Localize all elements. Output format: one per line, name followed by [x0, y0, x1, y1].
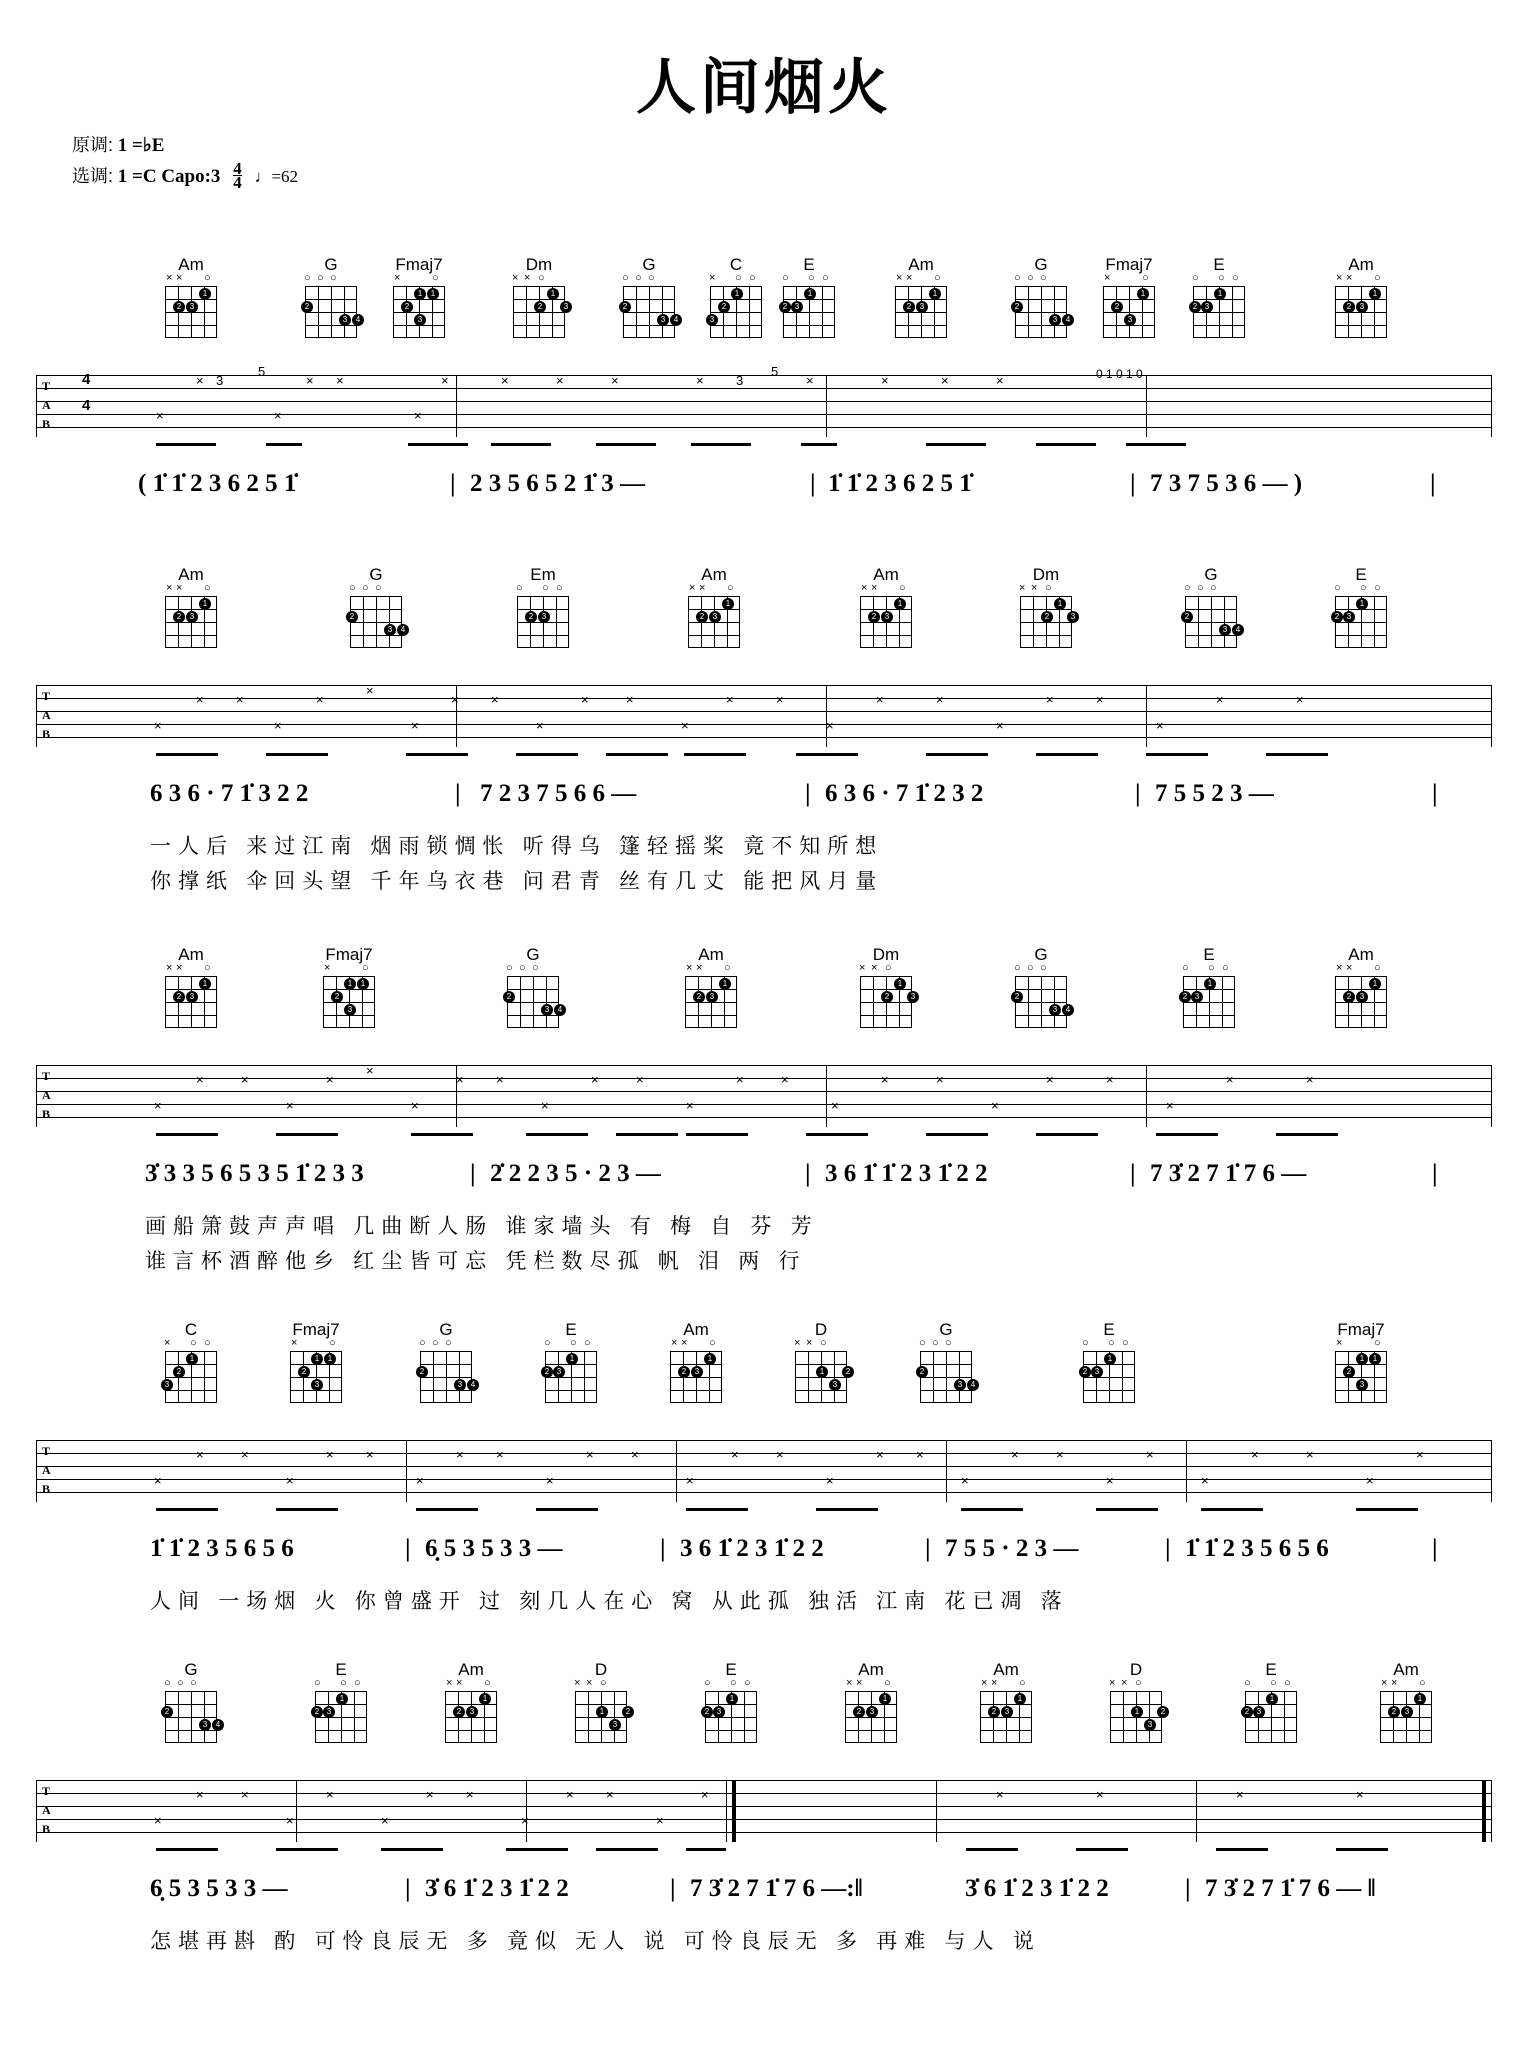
chord-name: G [642, 255, 656, 274]
chord-name: G [1034, 255, 1048, 274]
chord-diagram: Dm × × ○ 1 2 3 [508, 255, 570, 338]
chord-row-5 [0, 1660, 1528, 1752]
play-key-value: 1 =C Capo:3 [117, 166, 221, 187]
chord-diagram: Am × × ○ 2 3 1 [160, 945, 222, 1028]
chord-diagram: Am × × ○ 2 3 1 [890, 255, 952, 338]
chord-name: D [814, 1320, 828, 1339]
chord-diagram: C × ○ ○ 1 2 3 [705, 255, 767, 338]
chord-name: Fmaj7 [325, 945, 373, 964]
chord-name: E [1265, 1660, 1277, 1679]
original-key-value: 1 =♭E [117, 135, 165, 156]
notation-measure: 6 3 6 · 7 1̇ 3 2 2 [150, 780, 309, 807]
chord-name: G [439, 1320, 453, 1339]
tab-clef: T A B [42, 379, 51, 431]
notation-measure: 6 3 6 · 7 1̇ 2 3 2 [825, 780, 984, 807]
chord-name: Fmaj7 [292, 1320, 340, 1339]
tab-staff: T A B × × × × × × × × × × × × × × × × × × × × × × × × × × × × [36, 1440, 1492, 1502]
chord-diagram: Dm × × ○ 1 2 3 [855, 945, 917, 1028]
chord-diagram: Am × × ○ 2 3 1 [855, 565, 917, 648]
notation-measure: 7 2 3 7 5 6 6 — [480, 780, 637, 807]
chord-diagram: Am × × ○ 2 3 1 [683, 565, 745, 648]
chord-name: Am [858, 1660, 884, 1679]
chord-name: G [184, 1660, 198, 1679]
chord-diagram: E ○ ○ ○ 1 2 3 [700, 1660, 762, 1743]
chord-name: Am [178, 255, 204, 274]
tab-clef: T A B [42, 1444, 51, 1496]
notation-measure: 3 6 1̇ 2 3 1̇ 2 2 [680, 1535, 824, 1562]
chord-name: Am [1348, 255, 1374, 274]
chord-diagram: G ○ ○ ○ 2 3 4 [618, 255, 680, 338]
chord-diagram: Am × × ○ 2 3 1 [840, 1660, 902, 1743]
chord-diagram: E ○ ○ ○ 1 2 3 [1240, 1660, 1302, 1743]
chord-diagram: Am × × ○ 2 3 1 [440, 1660, 502, 1743]
time-signature [233, 159, 242, 192]
chord-diagram: D × × ○ 1 2 3 [570, 1660, 632, 1743]
chord-diagram: E ○ ○ ○ 1 2 3 [1078, 1320, 1140, 1403]
lyric-line: 一人后 来过江南 烟雨锁惆怅 听得乌 篷轻摇桨 竟不知所想 [150, 834, 884, 858]
play-key-label: 选调: [72, 166, 114, 186]
chord-diagram: Fmaj7 × ○ 1 1 2 3 [318, 945, 380, 1028]
chord-name: Am [908, 255, 934, 274]
chord-diagram: Fmaj7 × ○ 1 1 2 3 [285, 1320, 347, 1403]
key-info [72, 130, 298, 192]
chord-name: E [1355, 565, 1367, 584]
lyric-line: 画船箫鼓声声唱 几曲断人肠 谁家墙头 有 梅 自 芬 芳 [145, 1214, 819, 1238]
chord-name: G [1034, 945, 1048, 964]
chord-row-2 [0, 565, 1528, 657]
notation-measure: 7 3̇ 2 7 1̇ 7 6 —:‖ [690, 1875, 863, 1902]
notation-measure: 2 3 5 6 5 2 1̇ 3 — [470, 470, 645, 497]
chord-name: E [803, 255, 815, 274]
chord-name: E [335, 1660, 347, 1679]
chord-name: Dm [1032, 565, 1060, 584]
chord-diagram: G ○ ○ ○ 2 3 4 [502, 945, 564, 1028]
tempo-marking: ♩=62 [254, 167, 299, 186]
chord-name: D [1129, 1660, 1143, 1679]
chord-name: Em [530, 565, 556, 584]
chord-diagram: Am × × ○ 2 3 1 [975, 1660, 1037, 1743]
chord-name: Am [873, 565, 899, 584]
chord-name: E [1203, 945, 1215, 964]
notation-measure: 1̇ 1̇ 2 3 6 2 5 1̇ [828, 470, 972, 497]
chord-name: C [729, 255, 743, 274]
chord-diagram: Dm × × ○ 1 2 3 [1015, 565, 1077, 648]
chord-name: Am [698, 945, 724, 964]
notation-measure: 3 6 1̇ 1̇ 2 3 1̇ 2 2 [825, 1160, 988, 1187]
chord-name: G [369, 565, 383, 584]
chord-name: Dm [525, 255, 553, 274]
chord-name: C [184, 1320, 198, 1339]
tab-staff: T A B 4 4 × × 3 5 × × × × × × × × × 3 5 × × × × 0 1 0 1 0 [36, 375, 1492, 437]
chord-name: E [725, 1660, 737, 1679]
notation-measure: 7 5 5 2 3 — [1155, 780, 1274, 807]
notation-measure: 3̇ 3 3 5 6 5 3 5 1̇ 2 3 3 [145, 1160, 364, 1187]
lyric-line: 人间 一场烟 火 你曾盛开 过 刻几人在心 窝 从此孤 独活 江南 花已凋 落 [150, 1589, 1069, 1613]
chord-name: E [565, 1320, 577, 1339]
chord-name: Am [178, 565, 204, 584]
chord-row-4 [0, 1320, 1528, 1412]
chord-diagram: Fmaj7 × ○ 1 1 2 3 [1330, 1320, 1392, 1403]
chord-diagram: G ○ ○ ○ 2 3 4 [1010, 255, 1072, 338]
notation-measure: 2̇ 2 2 3 5 · 2 3 — [490, 1160, 661, 1187]
chord-diagram: Am × × ○ 2 3 1 [680, 945, 742, 1028]
time-signature-bottom: 4 [233, 173, 242, 192]
chord-name: G [1204, 565, 1218, 584]
chord-name: G [526, 945, 540, 964]
chord-diagram: E ○ ○ ○ 1 2 3 [1188, 255, 1250, 338]
notation-measure: 7 3 7 5 3 6 — ) [1150, 470, 1303, 497]
sheet-music-page: 人间烟火 原调: 1 =♭E 选调: 1 =C Capo:3 $\frac{4}{4}$ ♩=62 Am × × ○ 2 3 1 G ○ ○ ○ 2 3 4 Fmaj7 × ○ 1 1 2 3 Dm × × ○ 1 2 3 G ○ ○ ○ 2 3 4 C × ○ ○ 1 2 3 E ○ ○ ○ 1 2 3 Am × × ○ 2 3 1 G ○ ○ ○ 2 3 4 Fmaj7 × ○ 1 2 3 E ○ ○ ○ 1 2 3 Am × × ○ 2 3 1 T A B 4 4 × × 3 5 × × × × × × × × × 3 5 × × × × 0 1 0 1 0 ( 1̇ 1̇ 2 3 6 2 5 1̇ 2 3 5 6 5 2 1̇ 3 — 1̇ 1̇ 2 3 6 2 5 1̇ 7 3 7 5 3 6 — ) | | | | Am × × ○ 2 3 1 G ○ ○ ○ 2 3 4 Em ○ ○ ○ 2 3 Am × × ○ 2 3 1 Am × × ○ 2 3 1 Dm × × ○ 1 2 3 G ○ ○ ○ 2 3 4 E ○ ○ ○ 1 2 3 T A B × × × × × × × × × × × × × × × × × × × × × × × × 6 3 6 · 7 1̇ 3 2 2 7 2 3 7 5 6 6 — 6 3 6 · 7 1̇ 2 3 2 7 5 5 2 3 — | | | | 一人后 来过江南 烟雨锁惆怅 听得乌 篷轻摇桨 竟不知所想 你撑纸 伞回头望 千年乌衣巷 问君青 丝有几丈 能把风月量 Am × × ○ 2 3 1 Fmaj7 × ○ 1 1 2 3 G ○ ○ ○ 2 3 4 Am × × ○ 2 3 1 Dm × × ○ 1 2 3 G ○ ○ ○ 2 3 4 E ○ ○ ○ 1 2 3 Am × × ○ 2 3 1 T A B × × × × × × × × × × × × × × × × × × × × × × × × 3̇ 3 3 5 6 5 3 5 1̇ 2 3 3 2̇ 2 2 3 5 · 2 3 — 3 6 1̇ 1̇ 2 3 1̇ 2 2 7 3̇ 2 7 1̇ 7 6 — | | | | 画船箫鼓声声唱 几曲断人肠 谁家墙头 有 梅 自 芬 芳 谁言杯酒醉他乡 红尘皆可忘 凭栏数尽孤 帆 泪 两 行 C × ○ ○ 1 2 3 Fmaj7 × ○ 1 1 2 3 G ○ ○ ○ 2 3 4 E ○ ○ ○ 1 2 3 Am × × ○ 2 3 1 D × × ○ 1 2 3 G ○ ○ ○ 2 3 4 E ○ ○ ○ 1 2 3 Fmaj7 × ○ 1 1 2 3 T A B × × × × × × × × × × × × × × × × × × × × × × × × × × × × 1̇ 1̇ 2 3 5 6 5 6 6̣ 5 3 5 3 3 — 3 6 1̇ 2 3 1̇ 2 2 7 5 5 · 2 3 — 1̇ 1̇ 2 3 5 6 5 6 | | | | | 人间 一场烟 火 你曾盛开 过 刻几人在心 窝 从此孤 独活 江南 花已凋 落 G ○ ○ ○ 2 3 4 E ○ ○ ○ 1 2 3 Am × × ○ 2 3 1 D × × ○ 1 2 3 E ○ ○ ○ 1 2 3 Am × × ○ 2 3 1 Am × × ○ 2 3 1 D × × ○ 1 2 3 E ○ ○ ○ 1 2 3 Am × × ○ 2 3 1 T A B × × × × × × × × × × × × × × × × × 6̣ 5 3 5 3 3 — 3̇ 6 1̇ 2 3 1̇ 2 2 7 3̇ 2 7 1̇ 7 6 —:‖ 3̇ 6 1̇ 2 3 1̇ 2 2 7 3̇ 2 7 1̇ 7 6 — ‖ | | | 怎堪再斟 酌 可怜良辰无 多 竟似 无人 说 可怜良辰无 多 再难 与人 说 [0, 0, 1528, 2060]
tab-staff: T A B × × × × × × × × × × × × × × × × × [36, 1780, 1492, 1842]
notation-measure: 6̣ 5 3 5 3 3 — [150, 1875, 288, 1902]
time-signature-top: 4 [233, 159, 242, 178]
chord-row-3 [0, 945, 1528, 1037]
chord-diagram: Fmaj7 × ○ 1 2 3 [1098, 255, 1160, 338]
chord-name: E [1213, 255, 1225, 274]
page-title: 人间烟火 [636, 54, 892, 121]
notation-measure: 1̇ 1̇ 2 3 5 6 5 6 [1185, 1535, 1329, 1562]
chord-diagram: E ○ ○ ○ 1 2 3 [540, 1320, 602, 1403]
chord-diagram: D × × ○ 1 2 3 [790, 1320, 852, 1403]
lyric-line: 你撑纸 伞回头望 千年乌衣巷 问君青 丝有几丈 能把风月量 [150, 869, 884, 893]
chord-diagram: Am × × ○ 2 3 1 [1330, 945, 1392, 1028]
chord-diagram: Am × × ○ 2 3 1 [160, 255, 222, 338]
chord-name: Fmaj7 [395, 255, 443, 274]
notation-measure: 1̇ 1̇ 2 3 5 6 5 6 [150, 1535, 294, 1562]
chord-diagram: G ○ ○ ○ 2 3 4 [415, 1320, 477, 1403]
chord-diagram: Am × × ○ 2 3 1 [665, 1320, 727, 1403]
chord-diagram: G ○ ○ ○ 2 3 4 [915, 1320, 977, 1403]
notation-measure: ( 1̇ 1̇ 2 3 6 2 5 1̇ [138, 470, 297, 497]
chord-diagram: C × ○ ○ 1 2 3 [160, 1320, 222, 1403]
chord-diagram: Fmaj7 × ○ 1 1 2 3 [388, 255, 450, 338]
chord-name: Dm [872, 945, 900, 964]
tab-clef: T A B [42, 1069, 51, 1121]
chord-diagram: D × × ○ 1 2 3 [1105, 1660, 1167, 1743]
chord-name: Am [993, 1660, 1019, 1679]
chord-name: E [1103, 1320, 1115, 1339]
chord-name: Am [178, 945, 204, 964]
chord-row-1 [0, 255, 1528, 347]
chord-name: G [324, 255, 338, 274]
chord-name: Fmaj7 [1105, 255, 1153, 274]
chord-name: Am [1393, 1660, 1419, 1679]
chord-name: D [594, 1660, 608, 1679]
chord-name: Fmaj7 [1337, 1320, 1385, 1339]
lyric-line: 谁言杯酒醉他乡 红尘皆可忘 凭栏数尽孤 帆 泪 两 行 [145, 1249, 807, 1273]
chord-name: Am [458, 1660, 484, 1679]
chord-diagram: G ○ ○ ○ 2 3 4 [1180, 565, 1242, 648]
chord-diagram: Am × × ○ 2 3 1 [160, 565, 222, 648]
chord-diagram: Am × × ○ 2 3 1 [1375, 1660, 1437, 1743]
chord-diagram: G ○ ○ ○ 2 3 4 [1010, 945, 1072, 1028]
tab-staff: T A B × × × × × × × × × × × × × × × × × × × × × × × × [36, 1065, 1492, 1127]
chord-diagram: Am × × ○ 2 3 1 [1330, 255, 1392, 338]
tab-staff: T A B × × × × × × × × × × × × × × × × × × × × × × × × [36, 685, 1492, 747]
chord-name: Am [1348, 945, 1374, 964]
tab-clef: T A B [42, 689, 51, 741]
chord-name: Am [701, 565, 727, 584]
chord-diagram: E ○ ○ ○ 1 2 3 [1330, 565, 1392, 648]
chord-diagram: E ○ ○ ○ 1 2 3 [778, 255, 840, 338]
tab-clef: T A B [42, 1784, 51, 1836]
notation-measure: 7 5 5 · 2 3 — [945, 1535, 1079, 1562]
chord-diagram: E ○ ○ ○ 1 2 3 [310, 1660, 372, 1743]
chord-diagram: G ○ ○ ○ 2 3 4 [300, 255, 362, 338]
chord-name: Am [683, 1320, 709, 1339]
chord-diagram: E ○ ○ ○ 1 2 3 [1178, 945, 1240, 1028]
notation-measure: 7 3̇ 2 7 1̇ 7 6 — [1150, 1160, 1307, 1187]
notation-measure: 3̇ 6 1̇ 2 3 1̇ 2 2 [425, 1875, 569, 1902]
chord-diagram: G ○ ○ ○ 2 3 4 [345, 565, 407, 648]
chord-name: G [939, 1320, 953, 1339]
chord-diagram: G ○ ○ ○ 2 3 4 [160, 1660, 222, 1743]
lyric-line: 怎堪再斟 酌 可怜良辰无 多 竟似 无人 说 可怜良辰无 多 再难 与人 说 [150, 1929, 1041, 1953]
notation-measure: 3̇ 6 1̇ 2 3 1̇ 2 2 [965, 1875, 1109, 1902]
original-key-label: 原调: [72, 135, 114, 155]
chord-diagram: Em ○ ○ ○ 2 3 [512, 565, 574, 648]
notation-measure: 7 3̇ 2 7 1̇ 7 6 — ‖ [1205, 1875, 1376, 1902]
notation-measure: 6̣ 5 3 5 3 3 — [425, 1535, 563, 1562]
